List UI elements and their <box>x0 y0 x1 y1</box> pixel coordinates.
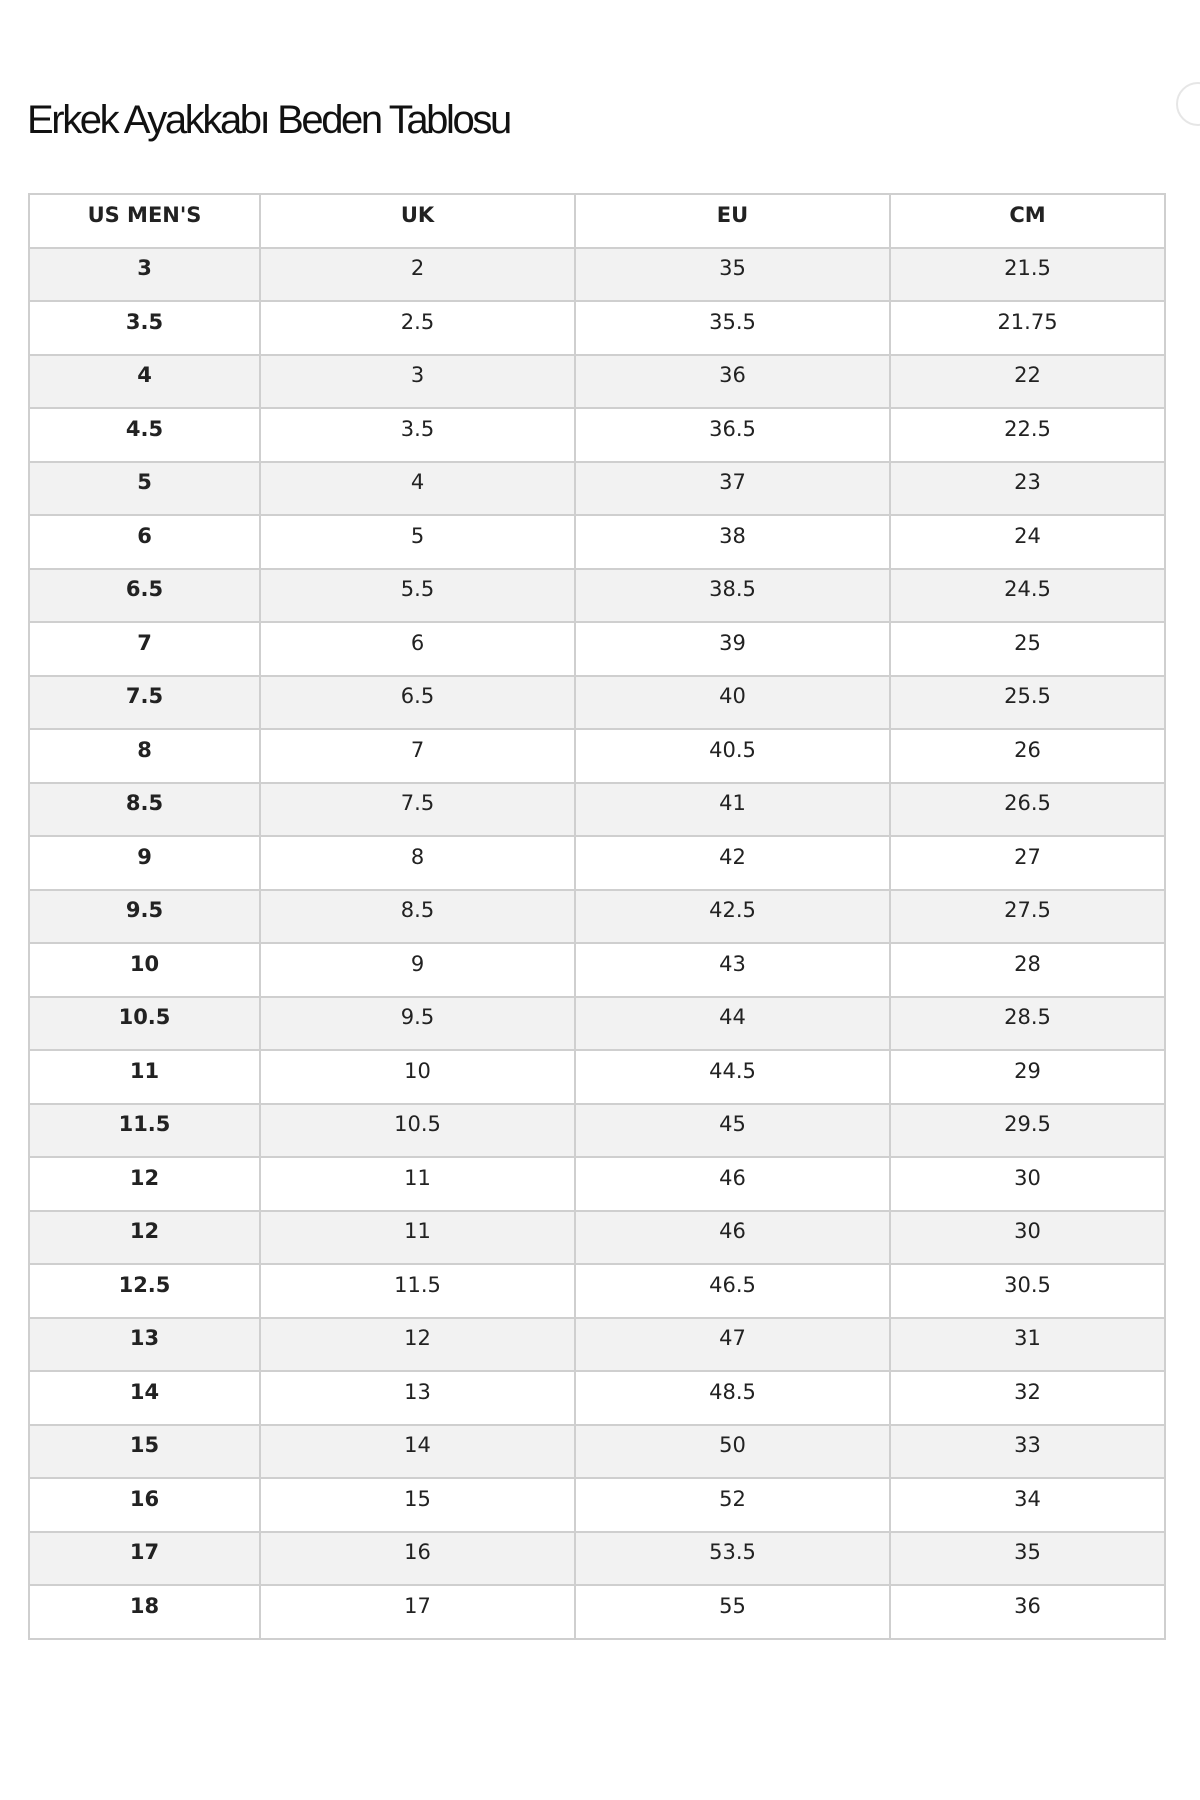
cm-size-cell: 23 <box>890 462 1165 516</box>
uk-size-cell: 2.5 <box>260 301 575 355</box>
uk-size-cell: 10.5 <box>260 1104 575 1158</box>
table-row <box>29 1585 1165 1639</box>
cm-size-cell: 30 <box>890 1157 1165 1211</box>
us-size-cell: 12.5 <box>29 1264 260 1318</box>
column-header-cm: CM <box>890 194 1165 248</box>
table-row <box>29 301 1165 355</box>
us-size-cell: 11.5 <box>29 1104 260 1158</box>
cm-size-cell: 33 <box>890 1425 1165 1479</box>
us-size-cell: 18 <box>29 1585 260 1639</box>
us-size-cell: 12 <box>29 1211 260 1265</box>
cm-size-cell: 34 <box>890 1478 1165 1532</box>
uk-size-cell: 10 <box>260 1050 575 1104</box>
uk-size-cell: 11 <box>260 1211 575 1265</box>
table-row <box>29 1157 1165 1211</box>
table-row <box>29 462 1165 516</box>
us-size-cell: 10.5 <box>29 997 260 1051</box>
eu-size-cell: 36 <box>575 355 890 409</box>
table-row <box>29 1050 1165 1104</box>
us-size-cell: 9.5 <box>29 890 260 944</box>
cm-size-cell: 22 <box>890 355 1165 409</box>
uk-size-cell: 9 <box>260 943 575 997</box>
table-row <box>29 836 1165 890</box>
eu-size-cell: 46 <box>575 1211 890 1265</box>
uk-size-cell: 3 <box>260 355 575 409</box>
eu-size-cell: 42.5 <box>575 890 890 944</box>
table-row <box>29 1425 1165 1479</box>
eu-size-cell: 44 <box>575 997 890 1051</box>
cm-size-cell: 32 <box>890 1371 1165 1425</box>
us-size-cell: 10 <box>29 943 260 997</box>
table-row <box>29 408 1165 462</box>
eu-size-cell: 37 <box>575 462 890 516</box>
uk-size-cell: 5.5 <box>260 569 575 623</box>
cm-size-cell: 27.5 <box>890 890 1165 944</box>
table-row <box>29 1104 1165 1158</box>
uk-size-cell: 16 <box>260 1532 575 1586</box>
eu-size-cell: 46 <box>575 1157 890 1211</box>
table-row <box>29 569 1165 623</box>
cm-size-cell: 25 <box>890 622 1165 676</box>
uk-size-cell: 12 <box>260 1318 575 1372</box>
uk-size-cell: 11.5 <box>260 1264 575 1318</box>
table-row <box>29 890 1165 944</box>
cm-size-cell: 24 <box>890 515 1165 569</box>
eu-size-cell: 47 <box>575 1318 890 1372</box>
cm-size-cell: 30 <box>890 1211 1165 1265</box>
uk-size-cell: 7.5 <box>260 783 575 837</box>
table-row <box>29 1532 1165 1586</box>
eu-size-cell: 44.5 <box>575 1050 890 1104</box>
cm-size-cell: 31 <box>890 1318 1165 1372</box>
header-row <box>29 194 1165 248</box>
uk-size-cell: 2 <box>260 248 575 302</box>
us-size-cell: 4 <box>29 355 260 409</box>
eu-size-cell: 38 <box>575 515 890 569</box>
cm-size-cell: 36 <box>890 1585 1165 1639</box>
uk-size-cell: 17 <box>260 1585 575 1639</box>
us-size-cell: 8 <box>29 729 260 783</box>
table-row <box>29 783 1165 837</box>
column-header-eu: EU <box>575 194 890 248</box>
cm-size-cell: 29 <box>890 1050 1165 1104</box>
us-size-cell: 5 <box>29 462 260 516</box>
us-size-cell: 17 <box>29 1532 260 1586</box>
uk-size-cell: 8 <box>260 836 575 890</box>
table-row <box>29 622 1165 676</box>
table-row <box>29 515 1165 569</box>
cm-size-cell: 26 <box>890 729 1165 783</box>
circle-button-edge-icon <box>1176 82 1200 126</box>
size-chart-body <box>29 248 1165 1639</box>
us-size-cell: 16 <box>29 1478 260 1532</box>
us-size-cell: 13 <box>29 1318 260 1372</box>
eu-size-cell: 41 <box>575 783 890 837</box>
cm-size-cell: 35 <box>890 1532 1165 1586</box>
us-size-cell: 6 <box>29 515 260 569</box>
cm-size-cell: 21.5 <box>890 248 1165 302</box>
eu-size-cell: 39 <box>575 622 890 676</box>
table-row <box>29 997 1165 1051</box>
us-size-cell: 8.5 <box>29 783 260 837</box>
size-chart-header <box>29 194 1165 248</box>
uk-size-cell: 3.5 <box>260 408 575 462</box>
table-row <box>29 355 1165 409</box>
cm-size-cell: 21.75 <box>890 301 1165 355</box>
table-row <box>29 1264 1165 1318</box>
us-size-cell: 15 <box>29 1425 260 1479</box>
eu-size-cell: 38.5 <box>575 569 890 623</box>
uk-size-cell: 5 <box>260 515 575 569</box>
table-row <box>29 1371 1165 1425</box>
eu-size-cell: 46.5 <box>575 1264 890 1318</box>
uk-size-cell: 8.5 <box>260 890 575 944</box>
us-size-cell: 12 <box>29 1157 260 1211</box>
eu-size-cell: 35.5 <box>575 301 890 355</box>
table-row <box>29 1318 1165 1372</box>
eu-size-cell: 48.5 <box>575 1371 890 1425</box>
uk-size-cell: 9.5 <box>260 997 575 1051</box>
us-size-cell: 7.5 <box>29 676 260 730</box>
uk-size-cell: 6.5 <box>260 676 575 730</box>
us-size-cell: 7 <box>29 622 260 676</box>
eu-size-cell: 55 <box>575 1585 890 1639</box>
uk-size-cell: 13 <box>260 1371 575 1425</box>
uk-size-cell: 7 <box>260 729 575 783</box>
eu-size-cell: 42 <box>575 836 890 890</box>
table-row <box>29 729 1165 783</box>
page-title: Erkek Ayakkabı Beden Tablosu <box>27 98 510 142</box>
table-row <box>29 676 1165 730</box>
cm-size-cell: 27 <box>890 836 1165 890</box>
us-size-cell: 6.5 <box>29 569 260 623</box>
cm-size-cell: 30.5 <box>890 1264 1165 1318</box>
us-size-cell: 11 <box>29 1050 260 1104</box>
uk-size-cell: 11 <box>260 1157 575 1211</box>
eu-size-cell: 53.5 <box>575 1532 890 1586</box>
eu-size-cell: 43 <box>575 943 890 997</box>
uk-size-cell: 15 <box>260 1478 575 1532</box>
cm-size-cell: 24.5 <box>890 569 1165 623</box>
eu-size-cell: 52 <box>575 1478 890 1532</box>
cm-size-cell: 25.5 <box>890 676 1165 730</box>
size-chart-table <box>28 193 1166 1640</box>
table-row <box>29 1478 1165 1532</box>
eu-size-cell: 35 <box>575 248 890 302</box>
cm-size-cell: 22.5 <box>890 408 1165 462</box>
column-header-uk: UK <box>260 194 575 248</box>
cm-size-cell: 28.5 <box>890 997 1165 1051</box>
uk-size-cell: 14 <box>260 1425 575 1479</box>
table-row <box>29 248 1165 302</box>
us-size-cell: 14 <box>29 1371 260 1425</box>
eu-size-cell: 45 <box>575 1104 890 1158</box>
cm-size-cell: 26.5 <box>890 783 1165 837</box>
eu-size-cell: 50 <box>575 1425 890 1479</box>
uk-size-cell: 4 <box>260 462 575 516</box>
us-size-cell: 9 <box>29 836 260 890</box>
column-header-us-mens: US MEN'S <box>29 194 260 248</box>
us-size-cell: 3.5 <box>29 301 260 355</box>
eu-size-cell: 36.5 <box>575 408 890 462</box>
us-size-cell: 3 <box>29 248 260 302</box>
eu-size-cell: 40 <box>575 676 890 730</box>
eu-size-cell: 40.5 <box>575 729 890 783</box>
table-row <box>29 1211 1165 1265</box>
table-row <box>29 943 1165 997</box>
us-size-cell: 4.5 <box>29 408 260 462</box>
cm-size-cell: 28 <box>890 943 1165 997</box>
uk-size-cell: 6 <box>260 622 575 676</box>
cm-size-cell: 29.5 <box>890 1104 1165 1158</box>
